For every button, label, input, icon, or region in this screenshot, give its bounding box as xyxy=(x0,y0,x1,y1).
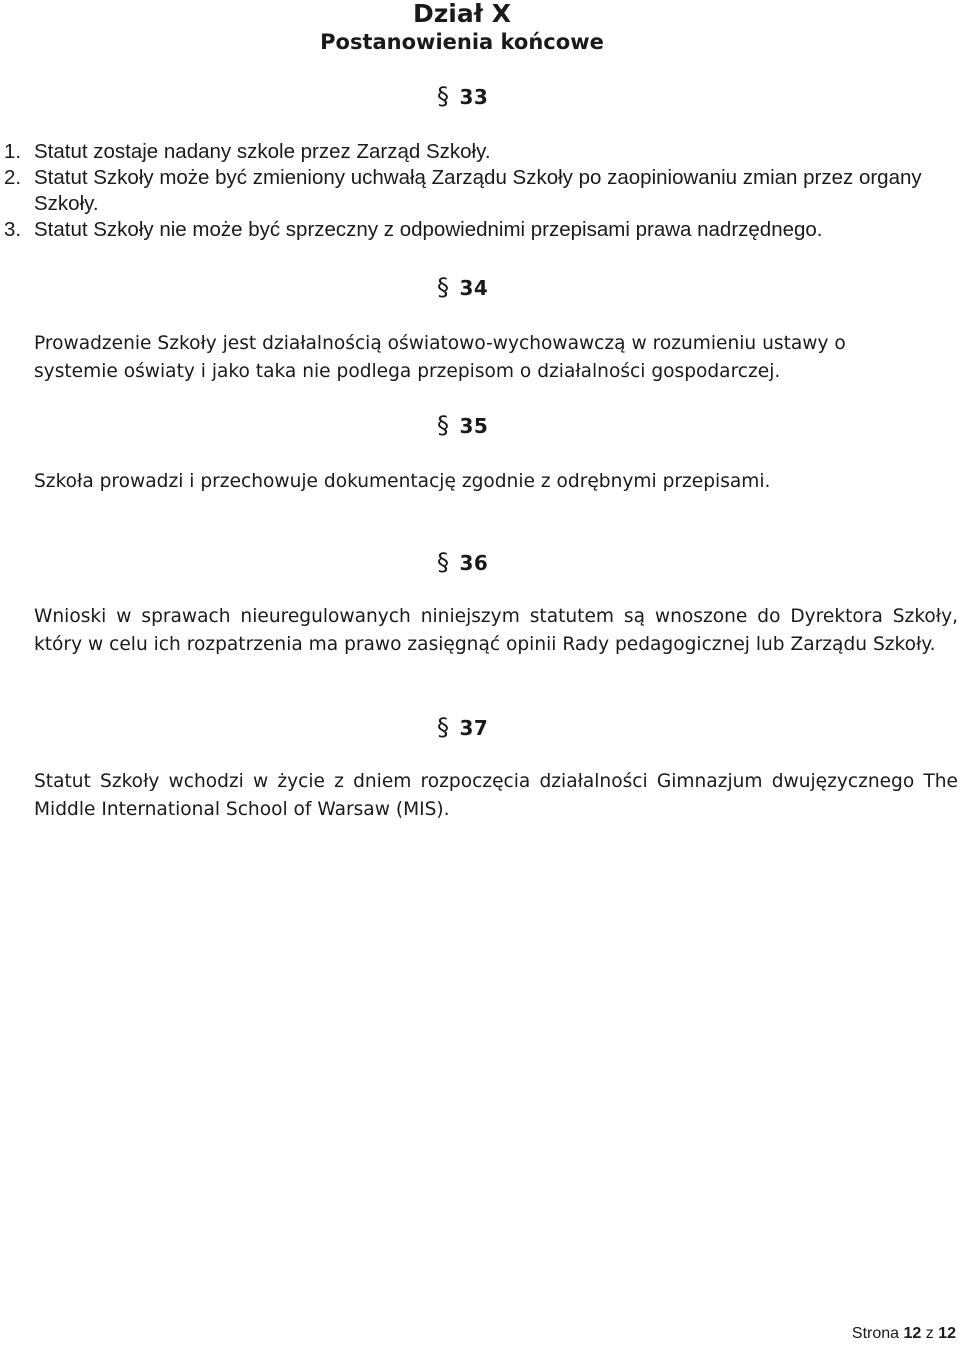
list-item-text: Statut zostaje nadany szkole przez Zarząd Szkoły. xyxy=(34,140,491,163)
footer-separator: z xyxy=(925,1325,934,1342)
section-number: 33 xyxy=(459,85,489,109)
page-footer xyxy=(852,1324,956,1344)
chapter-subtitle: Postanowienia końcowe xyxy=(320,30,604,54)
section-33-list xyxy=(0,139,960,243)
section-number: 34 xyxy=(459,276,489,300)
footer-total-pages: 12 xyxy=(938,1325,956,1342)
list-item-text: Statut Szkoły może być zmieniony uchwałą Zarządu Szkoły po zaopiniowaniu zmian przez organy Szkoły. xyxy=(34,166,922,215)
section-sign-icon: § xyxy=(437,273,450,301)
section-number: 37 xyxy=(459,716,489,740)
section-34-text: Prowadzenie Szkoły jest działalnością oświatowo-wychowawczą w rozumieniu ustawy o systemie oświaty i jako taka nie podlega przepisom o działalności gospodarczej. xyxy=(34,333,846,382)
section-sign-icon: § xyxy=(437,713,450,741)
chapter-title: Dział X xyxy=(413,0,511,28)
section-sign-icon: § xyxy=(437,82,450,110)
section-heading-34 xyxy=(437,275,488,300)
list-item-number: 1. xyxy=(4,140,22,163)
section-sign-icon: § xyxy=(437,411,450,439)
section-heading-37 xyxy=(437,715,488,740)
footer-current-page: 12 xyxy=(903,1325,922,1342)
list-item xyxy=(0,139,960,165)
footer-prefix: Strona xyxy=(851,1325,900,1342)
list-item-text: Statut Szkoły nie może być sprzeczny z odpowiednimi przepisami prawa nadrzędnego. xyxy=(34,218,823,241)
section-35-text: Szkoła prowadzi i przechowuje dokumentację zgodnie z odrębnymi przepisami. xyxy=(34,471,771,492)
section-37-text: Statut Szkoły wchodzi w życie z dniem rozpoczęcia działalności Gimnazjum dwujęzycznego The Middle International School of Warsaw (MIS). xyxy=(34,771,958,820)
section-number: 36 xyxy=(459,551,489,575)
list-item-number: 2. xyxy=(4,166,22,189)
list-item xyxy=(0,165,960,217)
section-number: 35 xyxy=(459,414,489,438)
section-heading-35 xyxy=(437,413,488,438)
section-36-text: Wnioski w sprawach nieuregulowanych niniejszym statutem są wnoszone do Dyrektora Szkoły, który w celu ich rozpatrzenia ma prawo zasięgnąć opinii Rady pedagogicznej lub Zarządu Szkoły. xyxy=(34,606,958,655)
section-heading-36 xyxy=(437,550,488,575)
list-item xyxy=(0,217,960,243)
section-heading-33 xyxy=(437,84,488,109)
list-item-number: 3. xyxy=(4,218,22,241)
section-sign-icon: § xyxy=(437,548,450,576)
